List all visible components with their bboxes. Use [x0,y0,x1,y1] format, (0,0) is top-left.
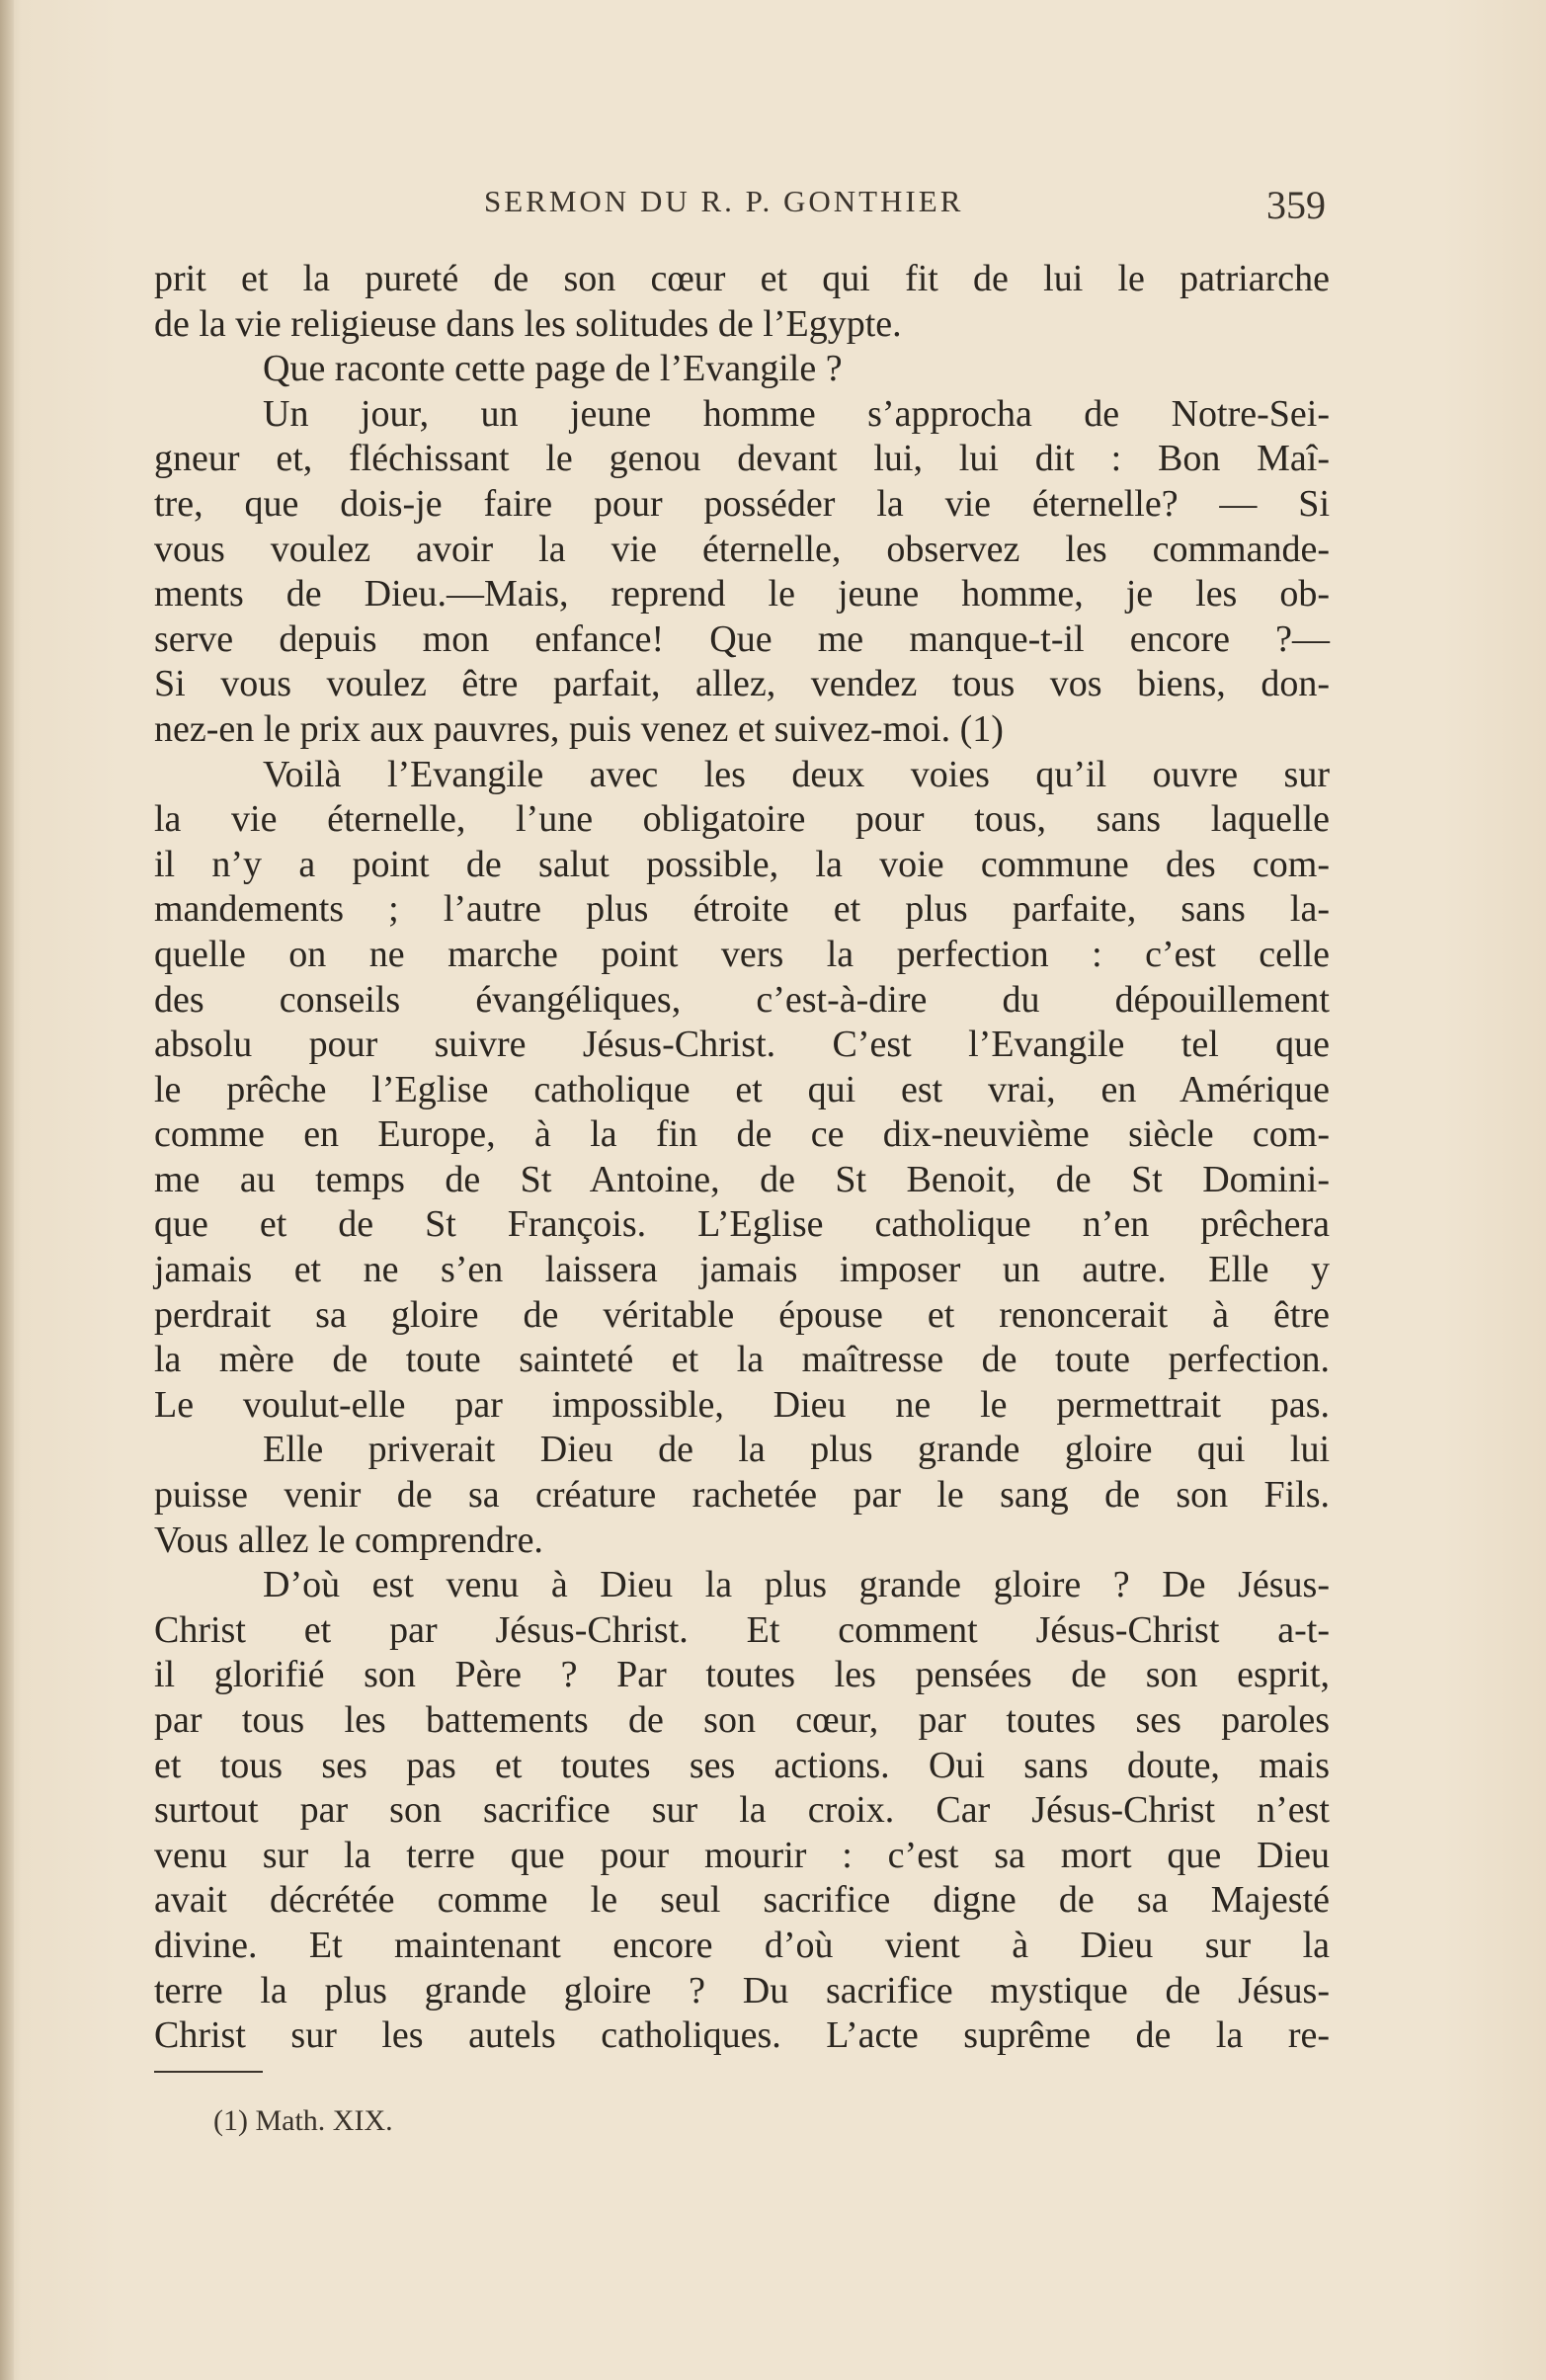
text-line: Voilà l’Evangile avec les deux voies qu’il ouvre sur [263,753,1330,795]
text-line: Que raconte cette page de l’Evangile ? [263,348,843,390]
text-line: D’où est venu à Dieu la plus grande gloire ? De Jésus- [263,1564,1330,1606]
page-header [0,184,1546,243]
text-line: Vous allez le comprendre. [154,1518,543,1561]
text-line: puisse venir de sa créature rachetée par le sang de son Fils. [154,1474,1330,1517]
footnote: (1) Math. XIX. [213,2104,393,2137]
text-line: le prêche l’Eglise catholique et qui est vrai, en Amérique [154,1068,1330,1110]
text-line: gneur et, fléchissant le genou devant lui, lui dit : Bon Maî- [154,438,1330,480]
text-line: perdrait sa gloire de véritable épouse et renoncerait à être [154,1293,1330,1336]
text-line: absolu pour suivre Jésus-Christ. C’est l’Evangile tel que [154,1024,1330,1066]
text-line: serve depuis mon enfance! Que me manque-t-il encore ?— [154,617,1330,660]
body-text [154,257,1330,2059]
text-line: Christ et par Jésus-Christ. Et comment Jésus-Christ a-t- [154,1608,1330,1651]
text-line: terre la plus grande gloire ? Du sacrifice mystique de Jésus- [154,1969,1330,2011]
text-line: de la vie religieuse dans les solitudes de l’Egypte. [154,302,902,345]
text-line: des conseils évangéliques, c’est-à-dire du dépouillement [154,978,1330,1021]
running-title: SERMON DU R. P. GONTHIER [484,184,964,218]
text-line: il glorifié son Père ? Par toutes les pensées de son esprit, [154,1654,1330,1696]
text-line: nez-en le prix aux pauvres, puis venez et suivez-moi. (1) [154,707,1004,750]
text-line: quelle on ne marche point vers la perfection : c’est celle [154,933,1330,975]
text-line: prit et la pureté de son cœur et qui fit de lui le patriarche [154,258,1330,299]
text-line: venu sur la terre que pour mourir : c’est sa mort que Dieu [154,1834,1330,1876]
text-line: la vie éternelle, l’une obligatoire pour tous, sans laquelle [154,798,1330,841]
text-line: comme en Europe, à la fin de ce dix-neuvième siècle com- [154,1113,1330,1156]
text-line: surtout par son sacrifice sur la croix. Car Jésus-Christ n’est [154,1789,1330,1832]
text-line: Le voulut-elle par impossible, Dieu ne le permettrait pas. [154,1383,1330,1426]
text-line: ments de Dieu.—Mais, reprend le jeune homme, je les ob- [154,573,1330,616]
text-line: divine. Et maintenant encore d’où vient à Dieu sur la [154,1924,1330,1966]
text-line: mandements ; l’autre plus étroite et plus parfaite, sans la- [154,888,1330,931]
text-line: Un jour, un jeune homme s’approcha de Notre-Sei- [263,392,1330,435]
page-number: 359 [1266,183,1326,227]
text-line: la mère de toute sainteté et la maîtresse de toute perfection. [154,1339,1330,1381]
text-line: il n’y a point de salut possible, la voie commune des com- [154,843,1330,885]
text-line: Si vous voulez être parfait, allez, vendez tous vos biens, don- [154,663,1330,705]
text-line: tre, que dois-je faire pour posséder la vie éternelle? — Si [154,482,1330,525]
text-line: par tous les battements de son cœur, par toutes ses paroles [154,1699,1330,1741]
text-line: et tous ses pas et toutes ses actions. Oui sans doute, mais [154,1744,1330,1786]
footnote-rule [154,2071,263,2073]
text-line: que et de St François. L’Eglise catholique n’en prêchera [154,1203,1330,1246]
text-line: Christ sur les autels catholiques. L’acte suprême de la re- [154,2014,1330,2057]
text-line: avait décrétée comme le seul sacrifice digne de sa Majesté [154,1879,1330,1922]
text-line: Elle priverait Dieu de la plus grande gloire qui lui [263,1429,1330,1471]
page-binding-edge [0,0,14,2380]
text-line: vous voulez avoir la vie éternelle, observez les commande- [154,528,1330,570]
text-line: me au temps de St Antoine, de St Benoit, de St Domini- [154,1158,1330,1200]
text-line: jamais et ne s’en laissera jamais imposer un autre. Elle y [154,1249,1330,1291]
